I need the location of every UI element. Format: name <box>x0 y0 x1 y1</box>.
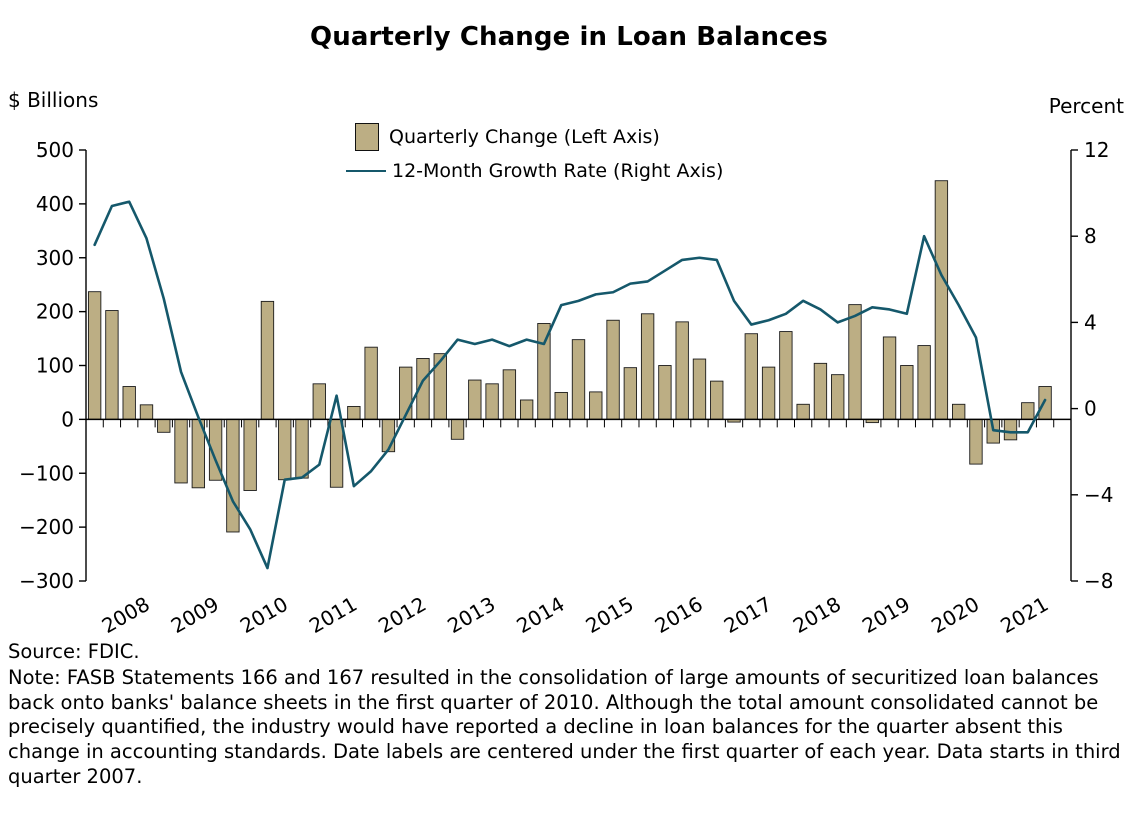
y-tick-label: 500 <box>35 138 74 162</box>
y-tick-label: −300 <box>19 569 74 593</box>
bar <box>780 332 792 420</box>
bar <box>952 404 964 419</box>
legend-bar-label: Quarterly Change (Left Axis) <box>389 126 660 148</box>
x-tick-label: 2017 <box>719 591 776 639</box>
legend-line-swatch <box>346 170 386 172</box>
y2-tick-label: −8 <box>1084 569 1114 593</box>
bar <box>762 367 774 419</box>
legend-bar-swatch <box>355 123 379 151</box>
y-tick-label: −200 <box>19 515 74 540</box>
x-tick-label: 2021 <box>996 591 1053 639</box>
left-axis-title: $ Billions <box>8 88 99 112</box>
bar <box>365 347 377 419</box>
methodology-note: Note: FASB Statements 166 and 167 resulted in the consolidation of large amounts of securitized loan balances back onto banks' balance sheets in the first quarter of 2010. Although the total amount consolidated cannot be precisely quantified, the industry would have reported a decline in loan balances for the quarter absent this change in accounting standards. Date labels are centered under the first quarter of each year. Data starts in third quarter 2007. <box>8 665 1121 788</box>
bar <box>486 384 498 420</box>
bar <box>106 311 118 420</box>
y-tick-label: 0 <box>61 407 74 432</box>
bar <box>88 292 100 420</box>
bar <box>607 320 619 419</box>
bar <box>1022 403 1034 420</box>
bar <box>520 400 532 419</box>
bar <box>227 419 239 532</box>
bar <box>676 322 688 420</box>
bar <box>261 301 273 419</box>
x-tick-label: 2012 <box>374 591 431 639</box>
y2-tick-label: 0 <box>1084 396 1097 421</box>
bar <box>313 384 325 420</box>
bar <box>555 392 567 419</box>
bar <box>918 346 930 420</box>
x-tick-label: 2019 <box>858 591 915 639</box>
bar <box>330 419 342 487</box>
bar <box>624 368 636 420</box>
y-tick-label: 400 <box>35 191 74 216</box>
y-tick-label: 100 <box>35 353 74 378</box>
bar <box>296 419 308 478</box>
bar <box>831 375 843 420</box>
bar <box>693 359 705 419</box>
bar <box>348 406 360 419</box>
bar <box>1039 387 1051 420</box>
x-tick-label: 2010 <box>235 591 292 639</box>
chart-legend <box>355 120 723 188</box>
footnotes <box>8 640 1132 790</box>
bar <box>140 405 152 420</box>
x-tick-label: 2013 <box>443 591 500 639</box>
source-note: Source: FDIC. <box>8 640 140 663</box>
bar <box>123 387 135 420</box>
bar <box>434 354 446 420</box>
bar <box>935 181 947 420</box>
bar <box>469 380 481 419</box>
bar <box>451 419 463 439</box>
right-axis-title: Percent <box>1048 94 1124 118</box>
y2-tick-label: 4 <box>1084 310 1097 335</box>
bar <box>659 366 671 420</box>
bar <box>503 370 515 420</box>
bar <box>1004 419 1016 439</box>
legend-line-label: 12-Month Growth Rate (Right Axis) <box>392 160 724 182</box>
y-tick-label: 300 <box>35 245 74 270</box>
bar <box>849 305 861 420</box>
legend-item-bar <box>355 120 723 154</box>
bar <box>538 323 550 419</box>
bar <box>399 367 411 419</box>
y2-tick-label: −4 <box>1084 482 1114 507</box>
x-tick-label: 2020 <box>927 591 984 639</box>
x-tick-label: 2011 <box>305 591 362 639</box>
bar <box>970 419 982 464</box>
x-tick-label: 2016 <box>650 591 707 639</box>
x-tick-label: 2008 <box>97 591 154 639</box>
bar <box>572 340 584 420</box>
y-tick-label: −100 <box>19 461 74 486</box>
page-title: Quarterly Change in Loan Balances <box>310 22 828 52</box>
y-tick-label: 200 <box>35 299 74 324</box>
bar <box>883 337 895 419</box>
bar <box>711 381 723 419</box>
bar <box>158 419 170 432</box>
bar <box>901 366 913 420</box>
bar <box>590 392 602 419</box>
bar <box>244 419 256 490</box>
bar <box>814 363 826 419</box>
bar <box>175 419 187 483</box>
bar <box>797 404 809 419</box>
x-tick-label: 2014 <box>512 591 569 639</box>
x-tick-label: 2015 <box>581 591 638 639</box>
y2-tick-label: 8 <box>1084 224 1097 249</box>
legend-item-line <box>355 154 723 188</box>
bar <box>279 419 291 479</box>
x-tick-label: 2009 <box>166 591 223 639</box>
bar <box>745 334 757 420</box>
y2-tick-label: 12 <box>1084 138 1110 162</box>
bar <box>641 314 653 420</box>
x-tick-label: 2018 <box>788 591 845 639</box>
